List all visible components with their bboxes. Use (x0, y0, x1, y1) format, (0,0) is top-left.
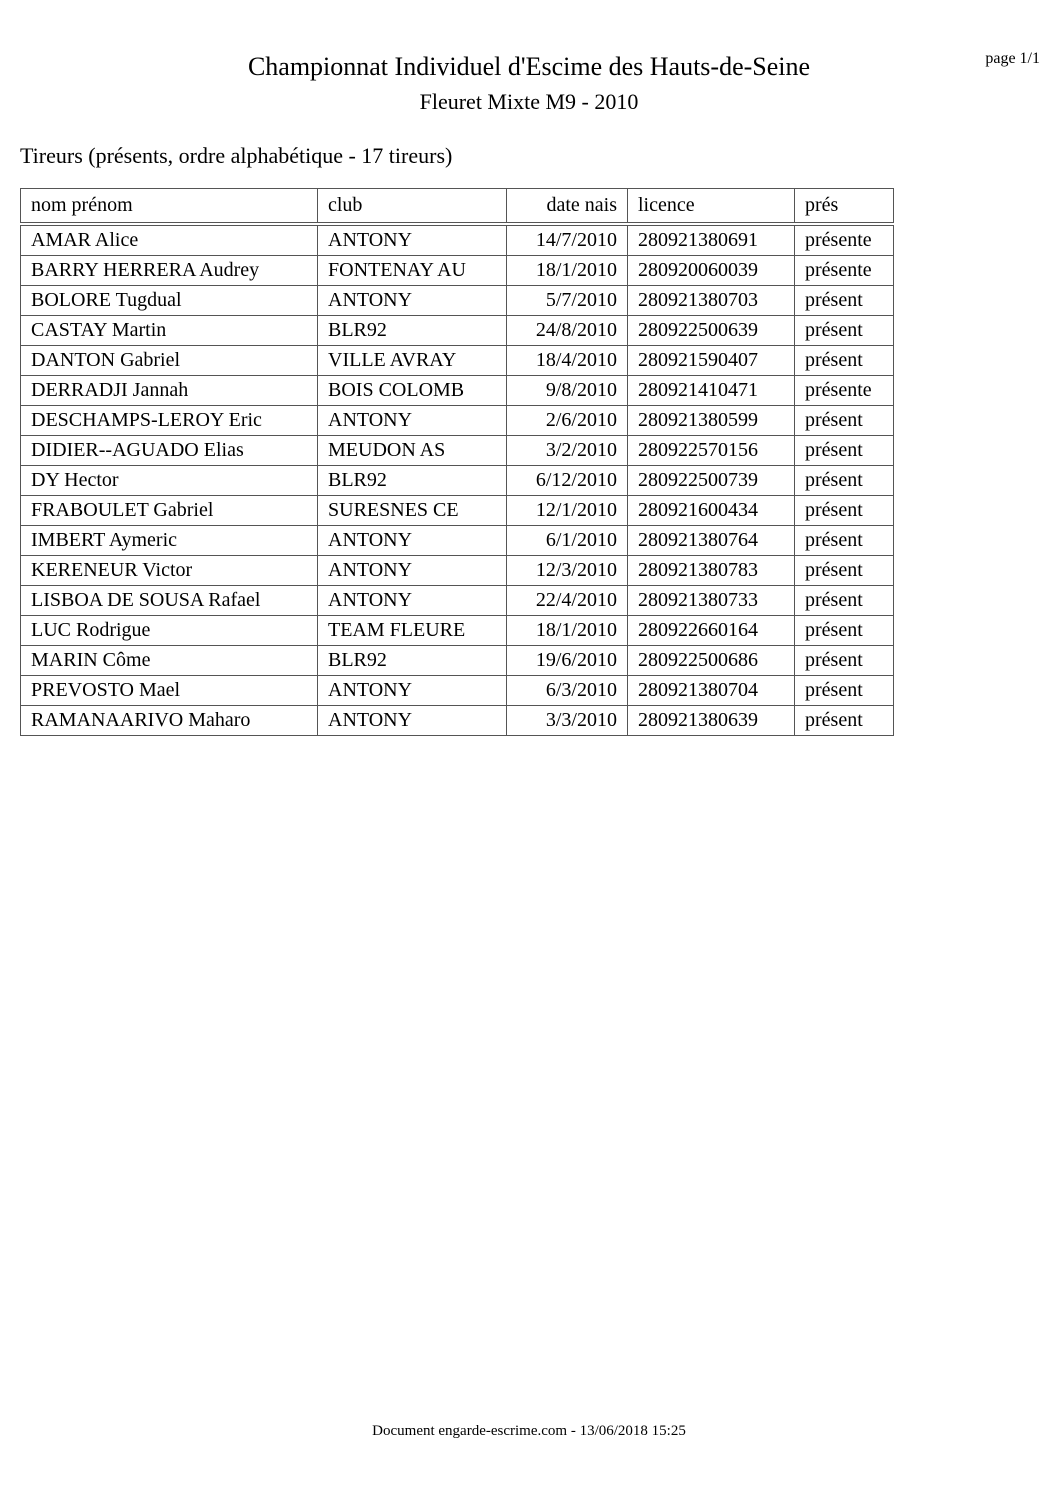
cell-birthdate: 14/7/2010 (507, 224, 628, 256)
cell-name: IMBERT Aymeric (21, 526, 318, 556)
cell-club: SURESNES CE (318, 496, 507, 526)
table-row (21, 256, 894, 286)
cell-club: FONTENAY AU (318, 256, 507, 286)
cell-presence: présent (795, 466, 894, 496)
cell-birthdate: 18/4/2010 (507, 346, 628, 376)
cell-presence: présente (795, 376, 894, 406)
cell-club: BLR92 (318, 466, 507, 496)
table-row (21, 586, 894, 616)
table-row (21, 224, 894, 256)
cell-name: LUC Rodrigue (21, 616, 318, 646)
cell-club: ANTONY (318, 526, 507, 556)
cell-club: ANTONY (318, 286, 507, 316)
cell-name: BOLORE Tugdual (21, 286, 318, 316)
cell-birthdate: 12/3/2010 (507, 556, 628, 586)
cell-name: DERRADJI Jannah (21, 376, 318, 406)
document-subtitle: Fleuret Mixte M9 - 2010 (419, 89, 639, 114)
cell-presence: présent (795, 556, 894, 586)
cell-birthdate: 19/6/2010 (507, 646, 628, 676)
cell-presence: présent (795, 676, 894, 706)
table-row (21, 466, 894, 496)
cell-club: MEUDON AS (318, 436, 507, 466)
table-row (21, 526, 894, 556)
table-body (21, 224, 894, 736)
table-row (21, 316, 894, 346)
cell-presence: présent (795, 586, 894, 616)
section-title: Tireurs (présents, ordre alphabétique - 17 tireurs) (20, 143, 453, 168)
cell-club: ANTONY (318, 586, 507, 616)
cell-presence: présent (795, 526, 894, 556)
cell-name: PREVOSTO Mael (21, 676, 318, 706)
cell-presence: présente (795, 224, 894, 256)
table-row (21, 556, 894, 586)
cell-name: BARRY HERRERA Audrey (21, 256, 318, 286)
cell-birthdate: 2/6/2010 (507, 406, 628, 436)
cell-club: BLR92 (318, 646, 507, 676)
cell-name: DIDIER--AGUADO Elias (21, 436, 318, 466)
cell-presence: présente (795, 256, 894, 286)
cell-birthdate: 9/8/2010 (507, 376, 628, 406)
table-row (21, 346, 894, 376)
cell-name: RAMANAARIVO Maharo (21, 706, 318, 736)
document-title: Championnat Individuel d'Escime des Hauts-de-Seine (247, 52, 811, 81)
cell-name: CASTAY Martin (21, 316, 318, 346)
table-row (21, 436, 894, 466)
table-header-row (21, 189, 894, 225)
cell-name: AMAR Alice (21, 224, 318, 256)
cell-licence: 280922500639 (628, 316, 795, 346)
cell-name: DANTON Gabriel (21, 346, 318, 376)
cell-birthdate: 18/1/2010 (507, 256, 628, 286)
cell-presence: présent (795, 646, 894, 676)
cell-club: ANTONY (318, 556, 507, 586)
cell-name: MARIN Côme (21, 646, 318, 676)
cell-licence: 280921380733 (628, 586, 795, 616)
cell-club: BOIS COLOMB (318, 376, 507, 406)
cell-licence: 280921380599 (628, 406, 795, 436)
cell-presence: présent (795, 316, 894, 346)
cell-licence: 280922500686 (628, 646, 795, 676)
fencers-table-container (20, 188, 894, 736)
cell-licence: 280921380704 (628, 676, 795, 706)
cell-birthdate: 22/4/2010 (507, 586, 628, 616)
cell-club: BLR92 (318, 316, 507, 346)
cell-name: DESCHAMPS-LEROY Eric (21, 406, 318, 436)
cell-licence: 280921380703 (628, 286, 795, 316)
cell-licence: 280922660164 (628, 616, 795, 646)
cell-club: ANTONY (318, 406, 507, 436)
table-row (21, 286, 894, 316)
cell-licence: 280922500739 (628, 466, 795, 496)
table-row (21, 496, 894, 526)
page-number: page 1/1 (985, 50, 1040, 67)
cell-birthdate: 6/3/2010 (507, 676, 628, 706)
cell-name: DY Hector (21, 466, 318, 496)
table-row (21, 406, 894, 436)
cell-presence: présent (795, 346, 894, 376)
header-licence: licence (628, 189, 795, 225)
cell-presence: présent (795, 436, 894, 466)
cell-birthdate: 12/1/2010 (507, 496, 628, 526)
cell-birthdate: 3/3/2010 (507, 706, 628, 736)
table-row (21, 646, 894, 676)
cell-birthdate: 5/7/2010 (507, 286, 628, 316)
cell-birthdate: 24/8/2010 (507, 316, 628, 346)
cell-club: ANTONY (318, 224, 507, 256)
cell-birthdate: 18/1/2010 (507, 616, 628, 646)
cell-club: ANTONY (318, 706, 507, 736)
header-presence: prés (795, 189, 894, 225)
header-club: club (318, 189, 507, 225)
table-row (21, 706, 894, 736)
header-birthdate: date nais (507, 189, 628, 225)
cell-licence: 280922570156 (628, 436, 795, 466)
table-row (21, 616, 894, 646)
fencers-table (20, 188, 894, 736)
cell-club: TEAM FLEURE (318, 616, 507, 646)
cell-licence: 280921410471 (628, 376, 795, 406)
cell-licence: 280921380783 (628, 556, 795, 586)
document-footer: Document engarde-escrime.com - 13/06/2018 15:25 (372, 1423, 686, 1439)
cell-club: VILLE AVRAY (318, 346, 507, 376)
cell-club: ANTONY (318, 676, 507, 706)
header-name: nom prénom (21, 189, 318, 225)
cell-licence: 280920060039 (628, 256, 795, 286)
cell-name: FRABOULET Gabriel (21, 496, 318, 526)
cell-presence: présent (795, 706, 894, 736)
cell-licence: 280921380764 (628, 526, 795, 556)
cell-birthdate: 6/12/2010 (507, 466, 628, 496)
table-row (21, 376, 894, 406)
cell-presence: présent (795, 496, 894, 526)
table-row (21, 676, 894, 706)
cell-presence: présent (795, 286, 894, 316)
cell-licence: 280921380639 (628, 706, 795, 736)
cell-licence: 280921600434 (628, 496, 795, 526)
cell-presence: présent (795, 616, 894, 646)
cell-licence: 280921380691 (628, 224, 795, 256)
cell-licence: 280921590407 (628, 346, 795, 376)
cell-birthdate: 6/1/2010 (507, 526, 628, 556)
cell-presence: présent (795, 406, 894, 436)
cell-name: LISBOA DE SOUSA Rafael (21, 586, 318, 616)
cell-birthdate: 3/2/2010 (507, 436, 628, 466)
cell-name: KERENEUR Victor (21, 556, 318, 586)
